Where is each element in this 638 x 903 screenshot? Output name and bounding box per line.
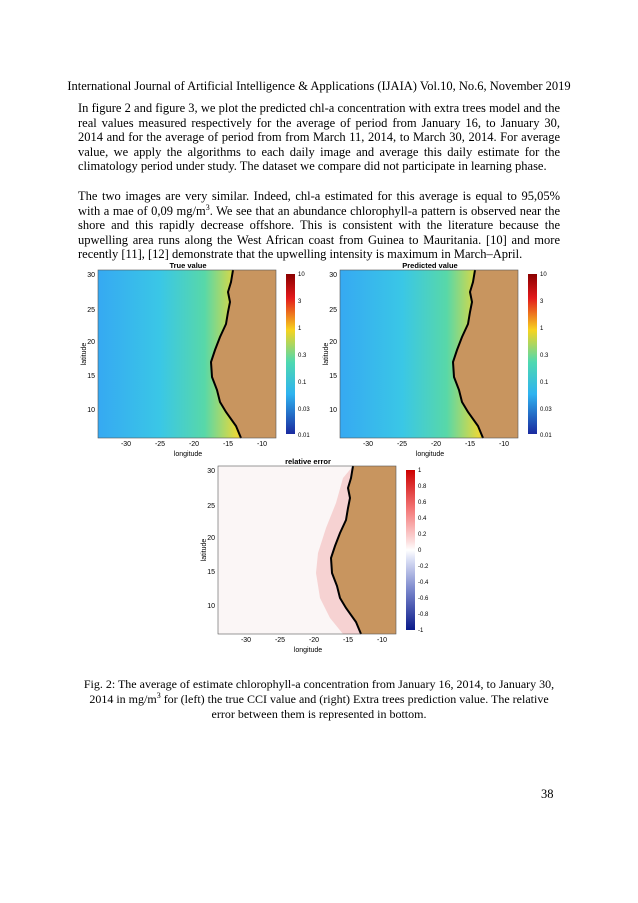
y-tick: 15	[329, 373, 337, 380]
colorbar	[286, 274, 295, 434]
y-tick: 15	[87, 373, 95, 380]
x-tick: -15	[342, 637, 354, 644]
x-axis-label: longitude	[293, 647, 323, 654]
y-tick: 30	[329, 272, 337, 279]
colorbar-tick: -0.6	[418, 596, 429, 602]
x-tick: -30	[362, 441, 374, 448]
colorbar-tick: 0	[418, 548, 422, 554]
x-tick: -25	[154, 441, 166, 448]
x-tick: -10	[256, 441, 268, 448]
y-tick: 10	[87, 407, 95, 414]
colorbar-tick: -0.2	[418, 564, 429, 570]
colorbar-tick: 0.4	[418, 516, 427, 522]
x-tick: -30	[240, 637, 252, 644]
x-tick: -10	[376, 637, 388, 644]
colorbar-tick: 0.1	[540, 380, 549, 386]
colorbar-tick: 0.6	[418, 500, 427, 506]
journal-header: International Journal of Artificial Intelligence & Applications (IJAIA) Vol.10, No.6, November 2019	[67, 79, 571, 93]
x-tick: -15	[222, 441, 234, 448]
x-tick: -20	[188, 441, 200, 448]
colorbar-tick: 0.2	[418, 532, 427, 538]
caption-unit-superscript: 3	[156, 691, 161, 700]
y-axis-label: latitude	[323, 342, 330, 366]
x-tick: -25	[396, 441, 408, 448]
colorbar-tick: 0.01	[298, 433, 310, 439]
panel-title: relative error	[285, 458, 331, 466]
colorbar-tick: 1	[540, 326, 544, 332]
colorbar-tick: 1	[418, 468, 422, 474]
colorbar-tick: 1	[298, 326, 302, 332]
x-axis-label: longitude	[415, 451, 445, 458]
y-tick: 20	[207, 535, 215, 542]
x-tick: -30	[120, 441, 132, 448]
x-tick: -15	[464, 441, 476, 448]
y-axis-label: latitude	[201, 538, 208, 562]
paragraph-2	[78, 189, 560, 262]
x-axis-label: longitude	[173, 451, 203, 458]
caption-text-a: Fig. 2: The average of estimate chlorophyll-a concentration from January 16, 2014, to January 30, 2014 in mg/m	[83, 677, 555, 706]
panel-title: Predicted value	[402, 262, 458, 270]
colorbar-tick: 0.03	[298, 407, 310, 413]
y-tick: 20	[87, 339, 95, 346]
y-axis-label: latitude	[81, 342, 88, 366]
paragraph-2-text-a: The two images are very similar. Indeed, chl-a estimated for this average is equal to 95,05% with a mae of 0,09 mg/m	[78, 189, 560, 218]
panel-relative-error	[198, 458, 438, 658]
colorbar-tick: 10	[298, 272, 305, 278]
colorbar-tick: -1	[418, 628, 424, 634]
x-tick: -25	[274, 637, 286, 644]
paragraph-2-text-b: . We see that an abundance chlorophyll-a pattern is observed near the shore and this rapidly decrease offshore. This is consistent with the literature because the upwelling area runs along the West African coast from Guinea to Mauritania. [10] and more recently [11], [12] demonstrate that the upwelling intensity is maximum in March–April.	[78, 203, 560, 262]
y-tick: 10	[207, 603, 215, 610]
colorbar-tick: 0.8	[418, 484, 427, 490]
caption-text-b: for (left) the true CCI value and (right) Extra trees prediction value. The relative error between them is represented in bottom.	[160, 692, 549, 721]
colorbar	[406, 470, 415, 630]
figure-caption	[78, 677, 560, 722]
y-tick: 20	[329, 339, 337, 346]
y-tick: 10	[329, 407, 337, 414]
panel-predicted-value	[320, 262, 560, 462]
x-tick: -20	[308, 637, 320, 644]
x-tick: -10	[498, 441, 510, 448]
colorbar-tick: 0.3	[298, 353, 307, 359]
y-tick: 25	[207, 503, 215, 510]
colorbar-tick: -0.4	[418, 580, 429, 586]
colorbar-tick: 0.01	[540, 433, 552, 439]
page-number: 38	[541, 787, 554, 801]
colorbar-tick: 3	[298, 299, 302, 305]
y-tick: 25	[329, 307, 337, 314]
panel-title: True value	[169, 262, 207, 270]
y-tick: 15	[207, 569, 215, 576]
colorbar	[528, 274, 537, 434]
paragraph-1: In figure 2 and figure 3, we plot the predicted chl-a concentration with extra trees model and the real values measured respectively for the average of period from January 16, to January 30, 2014 and for the average of period from from March 11, 2014, to March 30, 2014. For average value, we apply the algorithms to each daily image and average this daily estimate for the climatology period under study. The dataset we compare did not participate in learning phase.	[78, 101, 560, 174]
y-tick: 25	[87, 307, 95, 314]
colorbar-tick: 0.3	[540, 353, 549, 359]
y-tick: 30	[87, 272, 95, 279]
colorbar-tick: 3	[540, 299, 544, 305]
panel-true-value	[78, 262, 318, 462]
x-tick: -20	[430, 441, 442, 448]
colorbar-tick: 10	[540, 272, 547, 278]
colorbar-tick: 0.03	[540, 407, 552, 413]
colorbar-tick: -0.8	[418, 612, 429, 618]
y-tick: 30	[207, 468, 215, 475]
colorbar-tick: 0.1	[298, 380, 307, 386]
unit-superscript: 3	[205, 202, 210, 212]
